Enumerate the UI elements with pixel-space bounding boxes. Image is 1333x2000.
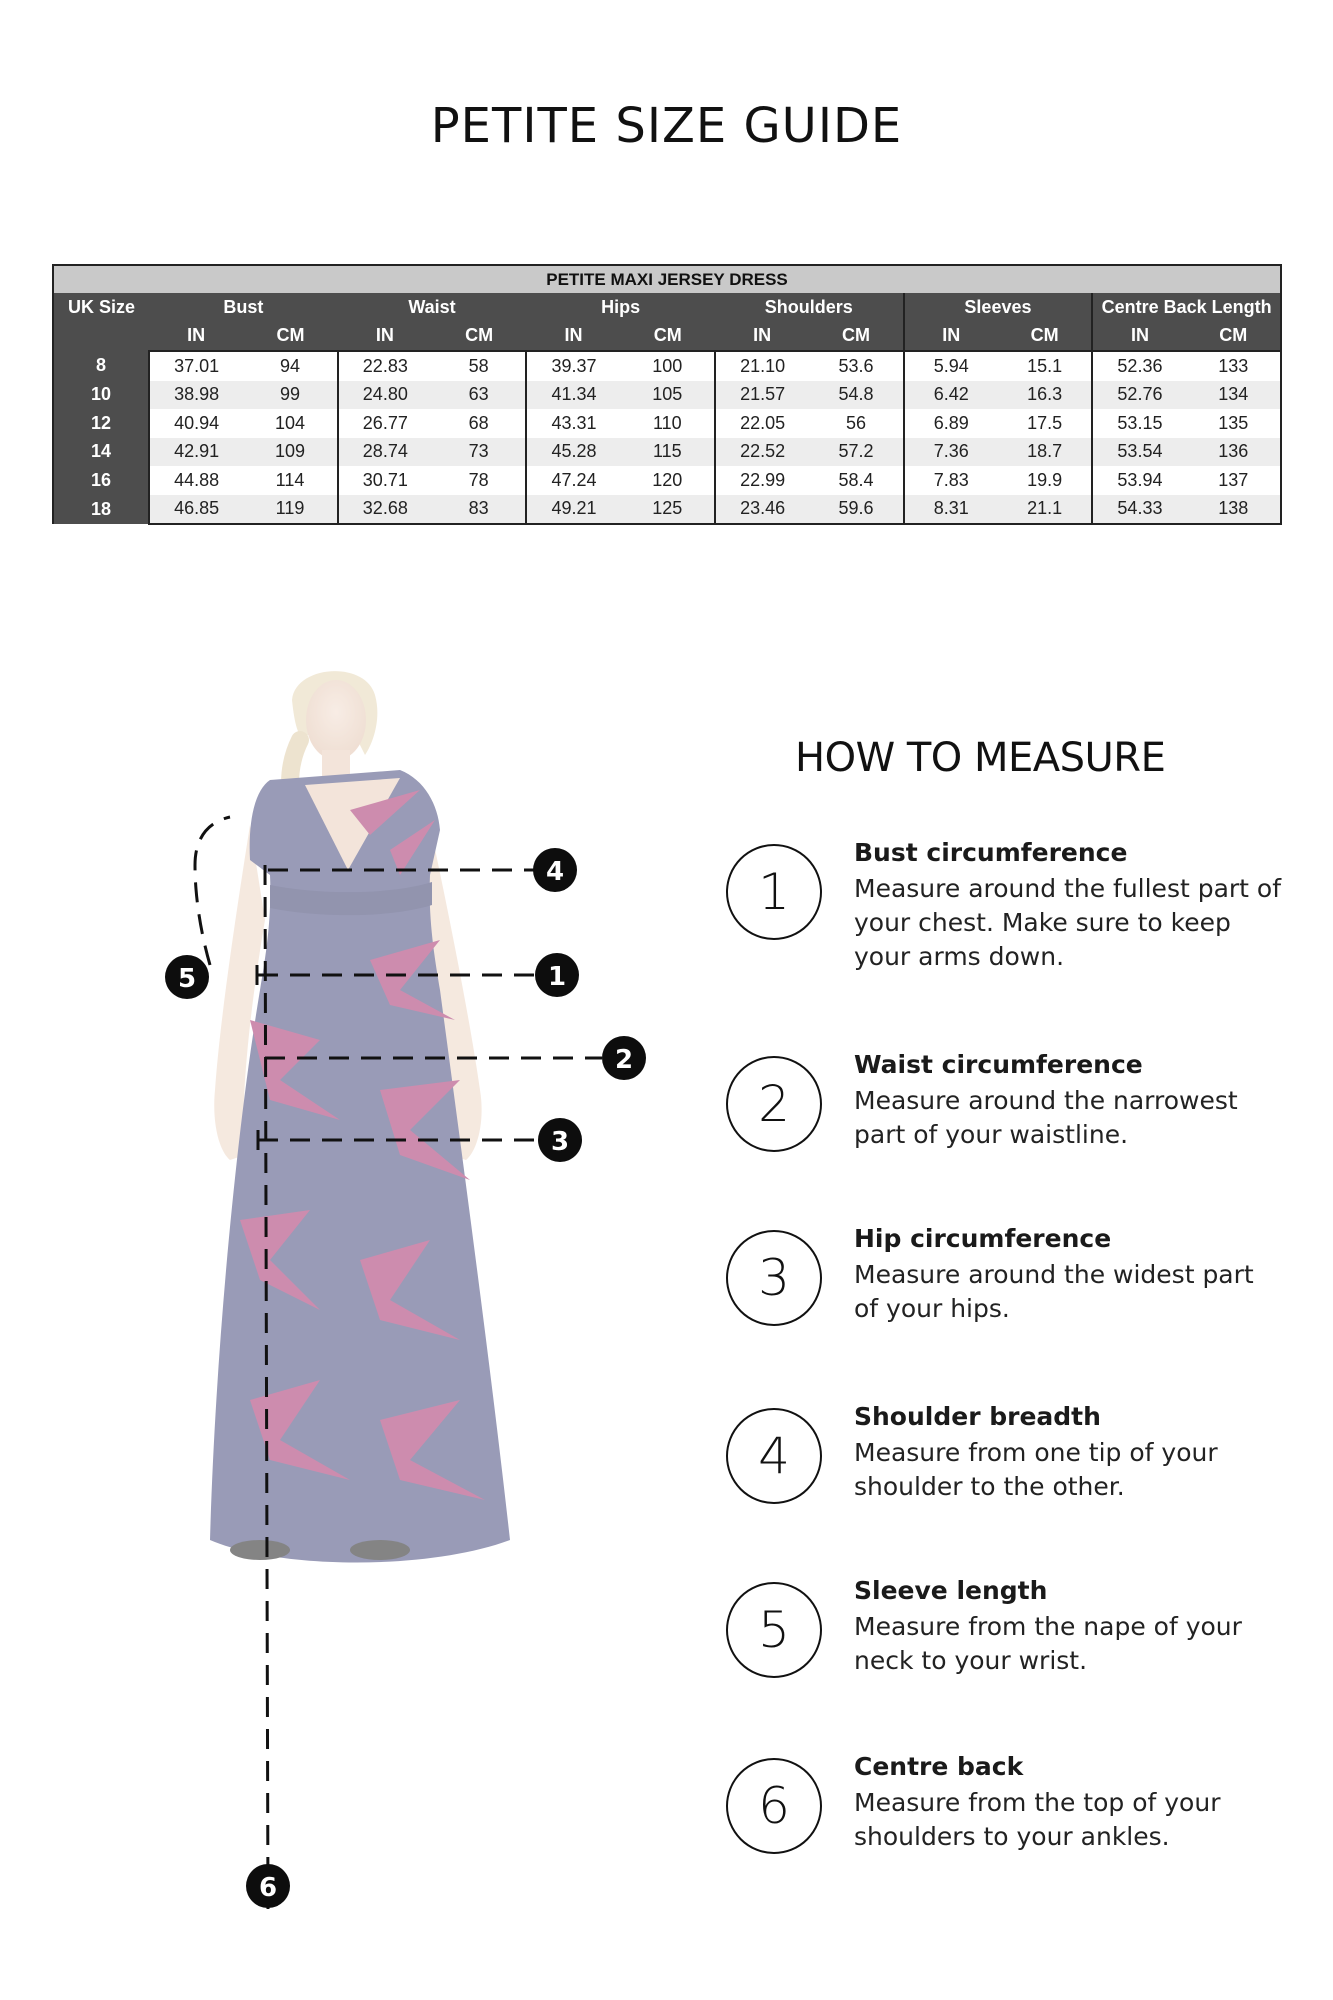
table-cell: 37.01 [149, 351, 243, 381]
group-header: Waist [338, 293, 527, 322]
svg-text:1: 1 [547, 962, 567, 992]
table-cell: 125 [621, 495, 715, 525]
step-heading: Waist circumference [854, 1050, 1143, 1079]
step-sleeve [720, 1576, 1300, 1696]
table-cell: 78 [432, 466, 526, 495]
table-cell: 54.33 [1092, 495, 1186, 525]
table-cell: 134 [1187, 381, 1281, 410]
table-cell: 45.28 [526, 438, 620, 467]
how-to-measure-title: HOW TO MEASURE [795, 735, 1166, 781]
step-hip [720, 1224, 1300, 1344]
table-cell: 49.21 [526, 495, 620, 525]
table-cell: 120 [621, 466, 715, 495]
group-header: Shoulders [715, 293, 904, 322]
step-number-icon: 2 [726, 1056, 822, 1152]
table-row [53, 466, 1281, 495]
table-title: PETITE MAXI JERSEY DRESS [53, 265, 1281, 293]
step-description: Measure from the top of your shoulders to your ankles. [854, 1788, 1221, 1851]
table-cell: 41.34 [526, 381, 620, 410]
size-cell: 14 [53, 438, 149, 467]
svg-text:4: 4 [545, 857, 565, 887]
table-cell: 138 [1187, 495, 1281, 525]
size-cell: 8 [53, 351, 149, 381]
size-cell: 10 [53, 381, 149, 410]
table-row [53, 438, 1281, 467]
table-cell: 28.74 [338, 438, 432, 467]
table-cell: 6.42 [904, 381, 998, 410]
table-cell: 19.9 [998, 466, 1092, 495]
table-cell: 21.57 [715, 381, 809, 410]
table-cell: 17.5 [998, 409, 1092, 438]
table-cell: 15.1 [998, 351, 1092, 381]
table-cell: 22.05 [715, 409, 809, 438]
table-row [53, 351, 1281, 381]
marker-1-icon [535, 953, 579, 997]
table-cell: 58.4 [809, 466, 903, 495]
table-cell: 53.6 [809, 351, 903, 381]
table-cell: 100 [621, 351, 715, 381]
unit-header: CM [432, 322, 526, 352]
table-cell: 21.1 [998, 495, 1092, 525]
unit-header: IN [904, 322, 998, 352]
table-cell: 52.36 [1092, 351, 1186, 381]
table-cell: 57.2 [809, 438, 903, 467]
model-illustration [210, 671, 510, 1562]
table-cell: 109 [243, 438, 337, 467]
step-centre-back [720, 1752, 1300, 1872]
table-cell: 30.71 [338, 466, 432, 495]
size-table [52, 264, 1282, 525]
size-cell: 12 [53, 409, 149, 438]
table-cell: 133 [1187, 351, 1281, 381]
table-cell: 73 [432, 438, 526, 467]
step-heading: Shoulder breadth [854, 1402, 1101, 1431]
unit-header: IN [715, 322, 809, 352]
table-cell: 18.7 [998, 438, 1092, 467]
marker-2-icon [602, 1036, 646, 1080]
table-cell: 68 [432, 409, 526, 438]
step-description: Measure around the narrowest part of your waistline. [854, 1086, 1238, 1149]
table-cell: 105 [621, 381, 715, 410]
step-number-icon: 4 [726, 1408, 822, 1504]
group-header: Centre Back Length [1092, 293, 1281, 322]
table-cell: 38.98 [149, 381, 243, 410]
svg-text:2: 2 [614, 1045, 634, 1075]
step-heading: Sleeve length [854, 1576, 1048, 1605]
table-cell: 22.99 [715, 466, 809, 495]
size-column-header: UK Size [53, 293, 149, 322]
table-cell: 26.77 [338, 409, 432, 438]
group-header: Hips [526, 293, 715, 322]
table-cell: 46.85 [149, 495, 243, 525]
table-cell: 54.8 [809, 381, 903, 410]
table-cell: 115 [621, 438, 715, 467]
table-cell: 5.94 [904, 351, 998, 381]
table-cell: 53.15 [1092, 409, 1186, 438]
table-cell: 114 [243, 466, 337, 495]
table-cell: 42.91 [149, 438, 243, 467]
table-cell: 63 [432, 381, 526, 410]
table-cell: 104 [243, 409, 337, 438]
table-cell: 135 [1187, 409, 1281, 438]
unit-header: IN [1092, 322, 1186, 352]
marker-6-icon [246, 1864, 290, 1908]
table-cell: 53.94 [1092, 466, 1186, 495]
step-description: Measure from one tip of your shoulder to the other. [854, 1438, 1218, 1501]
table-cell: 59.6 [809, 495, 903, 525]
table-cell: 44.88 [149, 466, 243, 495]
step-number-icon: 3 [726, 1230, 822, 1326]
table-cell: 32.68 [338, 495, 432, 525]
marker-4-icon [533, 848, 577, 892]
step-number-icon: 1 [726, 844, 822, 940]
table-unit-row [53, 322, 1281, 352]
step-number-icon: 6 [726, 1758, 822, 1854]
step-description: Measure around the fullest part of your chest. Make sure to keep your arms down. [854, 874, 1282, 971]
step-waist [720, 1050, 1300, 1170]
unit-spacer [53, 322, 149, 352]
step-bust [720, 838, 1300, 971]
table-cell: 119 [243, 495, 337, 525]
table-cell: 23.46 [715, 495, 809, 525]
unit-header: CM [621, 322, 715, 352]
table-row [53, 409, 1281, 438]
size-cell: 18 [53, 495, 149, 525]
step-heading: Centre back [854, 1752, 1024, 1781]
step-shoulder [720, 1402, 1300, 1522]
table-cell: 8.31 [904, 495, 998, 525]
table-header-row [53, 293, 1281, 322]
unit-header: CM [243, 322, 337, 352]
table-cell: 24.80 [338, 381, 432, 410]
table-cell: 137 [1187, 466, 1281, 495]
page-title: PETITE SIZE GUIDE [430, 98, 903, 154]
unit-header: IN [526, 322, 620, 352]
model-figure [100, 660, 700, 1960]
table-cell: 83 [432, 495, 526, 525]
group-header: Bust [149, 293, 338, 322]
table-title-row [53, 265, 1281, 293]
unit-header: IN [149, 322, 243, 352]
table-cell: 94 [243, 351, 337, 381]
table-cell: 39.37 [526, 351, 620, 381]
unit-header: IN [338, 322, 432, 352]
table-cell: 7.36 [904, 438, 998, 467]
step-heading: Hip circumference [854, 1224, 1112, 1253]
step-description: Measure around the widest part of your hips. [854, 1260, 1254, 1323]
step-heading: Bust circumference [854, 838, 1128, 867]
table-row [53, 381, 1281, 410]
marker-3-icon [538, 1118, 582, 1162]
table-cell: 99 [243, 381, 337, 410]
table-cell: 16.3 [998, 381, 1092, 410]
table-cell: 7.83 [904, 466, 998, 495]
table-cell: 58 [432, 351, 526, 381]
svg-text:6: 6 [258, 1873, 278, 1903]
table-cell: 22.52 [715, 438, 809, 467]
step-description: Measure from the nape of your neck to your wrist. [854, 1612, 1242, 1675]
table-cell: 56 [809, 409, 903, 438]
unit-header: CM [1187, 322, 1281, 352]
table-cell: 21.10 [715, 351, 809, 381]
marker-5-icon [165, 955, 209, 999]
table-cell: 40.94 [149, 409, 243, 438]
table-cell: 6.89 [904, 409, 998, 438]
svg-text:3: 3 [550, 1127, 570, 1157]
size-cell: 16 [53, 466, 149, 495]
table-row [53, 495, 1281, 525]
table-cell: 110 [621, 409, 715, 438]
table-cell: 136 [1187, 438, 1281, 467]
table-cell: 22.83 [338, 351, 432, 381]
table-cell: 52.76 [1092, 381, 1186, 410]
table-cell: 43.31 [526, 409, 620, 438]
table-cell: 53.54 [1092, 438, 1186, 467]
svg-text:5: 5 [177, 964, 197, 994]
unit-header: CM [998, 322, 1092, 352]
table-cell: 47.24 [526, 466, 620, 495]
group-header: Sleeves [904, 293, 1093, 322]
unit-header: CM [809, 322, 903, 352]
step-number-icon: 5 [726, 1582, 822, 1678]
